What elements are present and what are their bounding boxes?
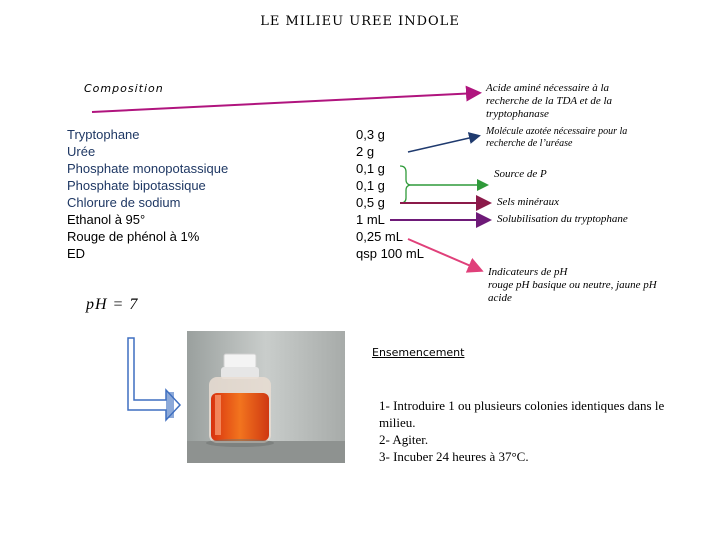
step-item: 2- Agiter. bbox=[379, 432, 429, 447]
ingredient-item: Tryptophane bbox=[67, 127, 140, 142]
ingredient-item: Phosphate bipotassique bbox=[67, 178, 206, 193]
amount-item: 0,1 g bbox=[356, 161, 385, 176]
ingredient-item: Ethanol à 95° bbox=[67, 212, 146, 227]
ph-value: pH = 7 bbox=[86, 296, 139, 313]
composition-label: Composition bbox=[84, 82, 164, 95]
note-tryptophane: Acide aminé nécessaire à la recherche de la TDA et de la tryptophanase bbox=[486, 82, 613, 120]
amount-item: 0,1 g bbox=[356, 178, 385, 193]
amount-item: 0,5 g bbox=[356, 195, 385, 210]
amount-item: 0,25 mL bbox=[356, 229, 403, 244]
ingredient-item: Phosphate monopotassique bbox=[67, 161, 229, 176]
arrow-indicateur bbox=[408, 239, 480, 270]
amount-item: 1 mL bbox=[356, 212, 385, 227]
ingredient-item: ED bbox=[67, 246, 86, 261]
step-item: 3- Incuber 24 heures à 37°C. bbox=[379, 449, 529, 464]
page-title: LE MILIEU UREE INDOLE bbox=[260, 14, 460, 29]
amount-item: 0,3 g bbox=[356, 127, 385, 142]
note-ethanol: Solubilisation du tryptophane bbox=[497, 213, 628, 225]
amount-item: 2 g bbox=[356, 144, 375, 159]
ingredient-item: Rouge de phénol à 1% bbox=[67, 229, 200, 244]
ingredient-item: Chlorure de sodium bbox=[67, 195, 181, 210]
amount-item: qsp 100 mL bbox=[356, 246, 424, 261]
note-uree: Molécule azotée nécessaire pour la recherche de l’uréase bbox=[486, 126, 628, 149]
note-sels: Sels minéraux bbox=[497, 196, 560, 208]
arrow-uree bbox=[408, 136, 478, 152]
ensemencement-title: Ensemencement bbox=[372, 346, 465, 359]
note-phosphate: Source de P bbox=[494, 168, 547, 180]
ingredient-item: Urée bbox=[67, 144, 96, 159]
arrow-tryptophane bbox=[92, 93, 478, 112]
phosphate-brace bbox=[400, 166, 410, 203]
step-item: 1- Introduire 1 ou plusieurs colonies identiques dans le milieu. bbox=[379, 398, 665, 430]
note-indicateur-title: Indicateurs de pH bbox=[488, 266, 568, 278]
note-indicateur-desc: rouge pH basique ou neutre, jaune pH acide bbox=[488, 279, 657, 304]
